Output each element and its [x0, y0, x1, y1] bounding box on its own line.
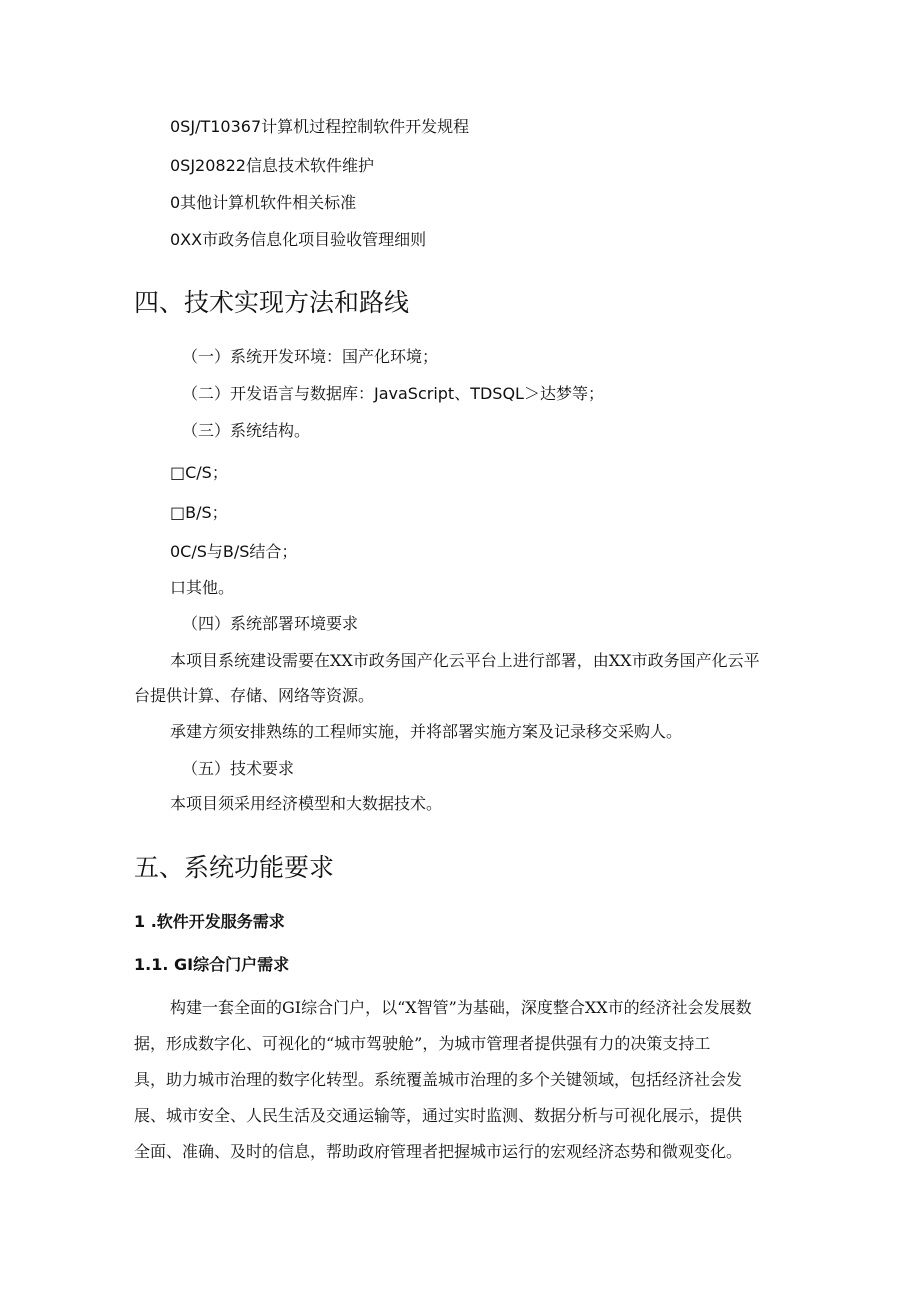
checkbox-option: □C/S；: [170, 463, 228, 482]
section-heading: 五、系统功能要求: [134, 853, 335, 882]
paragraph-line: 全面、准确、及时的信息，帮助政府管理者把握城市运行的宏观经济态势和微观变化。: [134, 1142, 743, 1161]
paragraph-line: 展、城市安全、人民生活及交通运输等，通过实时监测、数据分析与可视化展示，提供: [134, 1106, 743, 1125]
tech-heading: （五）技术要求: [182, 759, 295, 778]
standard-item: 0其他计算机软件相关标准: [170, 193, 357, 212]
dev-language: （二）开发语言与数据库：JavaScript、TDSQL＞达梦等；: [182, 384, 604, 403]
checkbox-option: □B/S；: [170, 503, 228, 522]
checkbox-option: 口其他。: [170, 578, 235, 597]
deploy-text: 台提供计算、存储、网络等资源。: [134, 686, 375, 705]
dev-environment: （一）系统开发环境：国产化环境；: [182, 347, 439, 366]
section-heading: 四、技术实现方法和路线: [134, 288, 410, 317]
standard-item: 0SJ20822信息技术软件维护: [170, 156, 374, 175]
subsection-heading: 1 .软件开发服务需求: [134, 912, 285, 931]
subsection-heading: 1.1. GI综合门户需求: [134, 955, 290, 974]
deploy-text: 本项目系统建设需要在XX市政务国产化云平台上进行部署，由XX市政务国产化云平: [170, 651, 760, 670]
standard-item: 0SJ/T10367计算机过程控制软件开发规程: [170, 117, 470, 136]
standard-item: 0XX市政务信息化项目验收管理细则: [170, 230, 427, 249]
paragraph-line: 具，助力城市治理的数字化转型。系统覆盖城市治理的多个关键领域，包括经济社会发: [134, 1070, 743, 1089]
checkbox-option: 0C/S与B/S结合；: [170, 542, 298, 561]
paragraph-line: 构建一套全面的GI综合门户，以“X智管”为基础，深度整合XX市的经济社会发展数: [170, 998, 752, 1017]
tech-text: 本项目须采用经济模型和大数据技术。: [170, 794, 443, 813]
system-architecture: （三）系统结构。: [182, 421, 311, 440]
paragraph-line: 据，形成数字化、可视化的“城市驾驶舱”，为城市管理者提供强有力的决策支持工: [134, 1034, 711, 1053]
deploy-heading: （四）系统部署环境要求: [182, 614, 359, 633]
deploy-text: 承建方须安排熟练的工程师实施，并将部署实施方案及记录移交采购人。: [170, 722, 683, 741]
